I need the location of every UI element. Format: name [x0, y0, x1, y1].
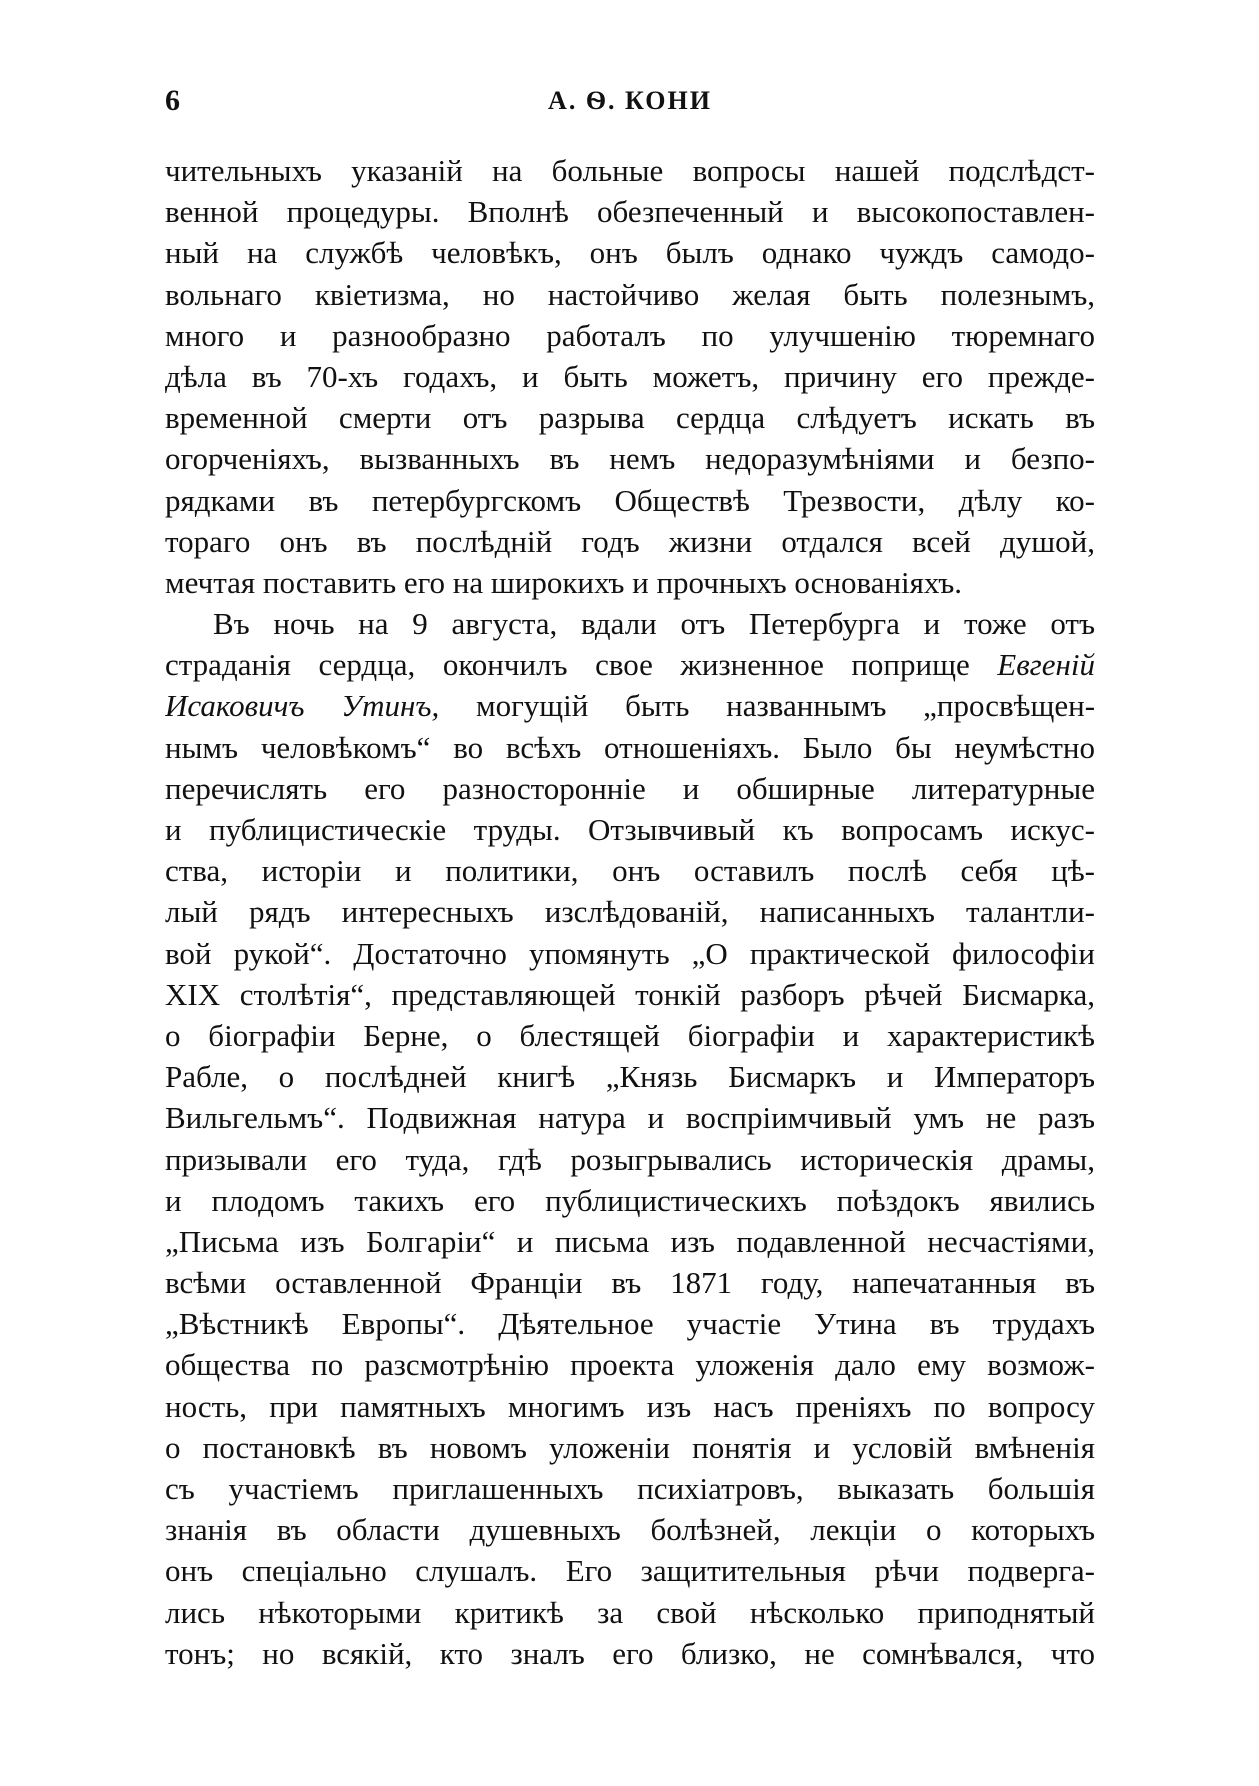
page-number: 6	[165, 84, 180, 117]
text-line: знанія въ области душевныхъ болѣзней, лекціи о которыхъ	[165, 1512, 1095, 1548]
text-line: „Вѣстникѣ Европы“. Дѣятельное участіе Утина въ трудахъ	[165, 1306, 1095, 1342]
text-line: чительныхъ указаній на больные вопросы нашей подслѣдст-	[165, 153, 1095, 188]
text-line: и плодомъ такихъ его публицистическихъ поѣздокъ явились	[165, 1182, 1095, 1218]
text-line: временной смерти отъ разрыва сердца слѣдуетъ искать въ	[165, 400, 1095, 436]
text-line: тонъ; но всякій, кто зналъ его близко, не сомнѣвался, что	[165, 1635, 1095, 1671]
text-line: ный на службѣ человѣкъ, онъ былъ однако чуждъ самодо-	[165, 235, 1095, 271]
text-line: призывали его туда, гдѣ розыгрывались историческія драмы,	[165, 1141, 1095, 1177]
text-line: лый рядъ интересныхъ изслѣдованій, написанныхъ талантли-	[165, 894, 1095, 930]
text-line: общества по разсмотрѣнію проекта уложенія дало ему возмож-	[165, 1347, 1095, 1383]
running-head	[165, 78, 1095, 124]
text-line: нымъ человѣкомъ“ во всѣхъ отношеніяхъ. Было бы неумѣстно	[165, 729, 1095, 765]
text-line	[165, 644, 1095, 685]
text-line: мечтая поставить его на широкихъ и прочныхъ основаніяхъ.	[165, 564, 963, 600]
text-line: дѣла въ 70-хъ годахъ, и быть можетъ, причину его прежде-	[165, 358, 1095, 394]
italic-name: Евгеній	[997, 647, 1095, 683]
text-line: много и разнообразно работалъ по улучшенію тюремнаго	[165, 317, 1095, 353]
text-line: XIX столѣтія“, представляющей тонкій разборъ рѣчей Бисмарка,	[165, 976, 1095, 1012]
text-line: рядками въ петербургскомъ Обществѣ Трезвости, дѣлу ко-	[165, 482, 1095, 518]
running-title: А. Ѳ. КОНИ	[548, 86, 712, 115]
italic-name: Исаковичъ Утинъ,	[165, 688, 440, 724]
text-line: „Письма изъ Болгаріи“ и письма изъ подавленной несчастіями,	[165, 1223, 1095, 1259]
text-line: ность, при памятныхъ многимъ изъ насъ преніяхъ по вопросу	[165, 1388, 1095, 1424]
text-line: тораго онъ въ послѣдній годъ жизни отдался всей душой,	[165, 523, 1095, 559]
text-line: ства, исторіи и политики, онъ оставилъ послѣ себя цѣ-	[165, 853, 1095, 889]
text-line: Рабле, о послѣдней книгѣ „Князь Бисмаркъ и Императоръ	[165, 1059, 1095, 1095]
text-line: онъ спеціально слушалъ. Его защитительныя рѣчи подверга-	[165, 1553, 1095, 1589]
text-line	[165, 685, 1095, 726]
text-segment: страданія сердца, окончилъ свое жизненное поприще	[165, 647, 970, 683]
text-line: о біографіи Берне, о блестящей біографіи и характеристикѣ	[165, 1017, 1095, 1053]
text-line: вой рукой“. Достаточно упомянуть „О практической философіи	[165, 935, 1095, 971]
text-line: съ участіемъ приглашенныхъ психіатровъ, выказать большія	[165, 1471, 1095, 1506]
text-line: лись нѣкоторыми критикѣ за свой нѣсколько приподнятый	[165, 1594, 1095, 1630]
text-line: Вильгельмъ“. Подвижная натура и воспріимчивый умъ не разъ	[165, 1100, 1095, 1136]
text-line: всѣми оставленной Франціи въ 1871 году, напечатанныя въ	[165, 1265, 1095, 1301]
text-line: венной процедуры. Вполнѣ обезпеченный и высокопоставлен-	[165, 194, 1095, 230]
text-line: огорченіяхъ, вызванныхъ въ немъ недоразумѣніями и безпо-	[165, 441, 1095, 477]
text-line: перечислять его разносторонніе и обширные литературные	[165, 770, 1095, 806]
text-line: вольнаго квіетизма, но настойчиво желая быть полезнымъ,	[165, 276, 1095, 312]
body-text	[165, 150, 1095, 1674]
text-line: о постановкѣ въ новомъ уложеніи понятія и условій вмѣненія	[165, 1429, 1095, 1465]
text-line: и публицистическіе труды. Отзывчивый къ вопросамъ искус-	[165, 812, 1095, 847]
paragraph-start-line: Въ ночь на 9 августа, вдали отъ Петербурга и тоже отъ	[213, 606, 1095, 642]
text-segment: могущій быть названнымъ „просвѣщен-	[475, 688, 1095, 724]
